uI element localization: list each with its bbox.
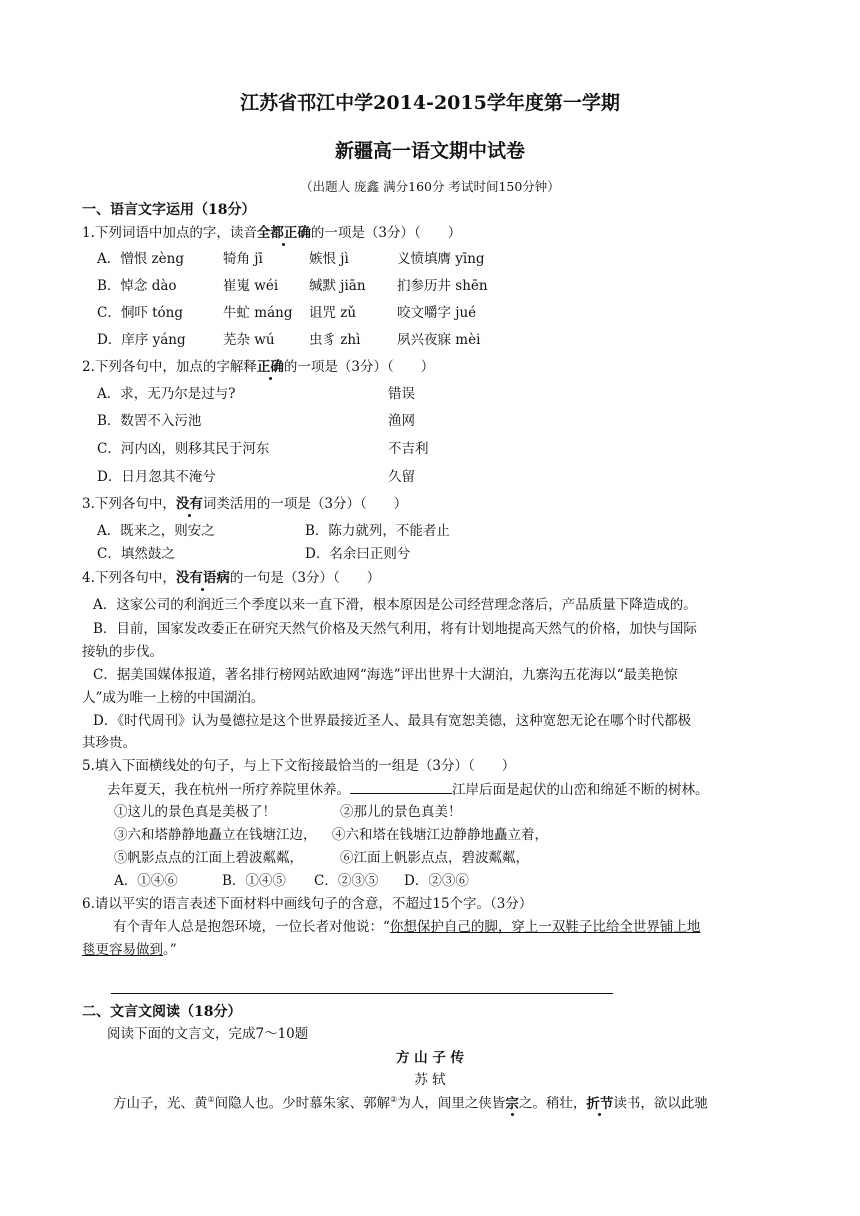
q4-option-d-line1: D．《时代周刊》认为曼德拉是这个世界最接近圣人、最具有宽恕美德，这种宽恕无论在哪个时代都极	[93, 713, 692, 729]
dotted-word-zong: 宗	[505, 1095, 519, 1112]
exam-title-line1: 江苏省邗江中学2014-2015学年度第一学期	[240, 92, 620, 114]
dotted-word-zhejie: 折节	[586, 1095, 614, 1112]
q1-option-a: A．憎恨 zèng	[97, 251, 184, 267]
q5-choice-c: C．②③⑤	[314, 873, 379, 889]
q5-blank	[350, 781, 452, 794]
q6-underlined-sentence: 你想保护自己的脚，穿上一双鞋子比给全世界铺上地	[389, 919, 701, 935]
q6-stem: 6.请以平实的语言表述下面材料中画线句子的含意，不超过15个字。（3分）	[82, 896, 533, 912]
q2-emphasis: 正确	[256, 359, 284, 375]
q1-option-c: C．恫吓 tóng	[97, 305, 184, 321]
q3-option-b: B．陈力就列，不能者止	[305, 523, 450, 539]
q5-sentence-2: ②那儿的景色真美！	[340, 804, 462, 820]
q1-option-b: B．悼念 dào	[97, 278, 177, 294]
q1-stem: 1.下列词语中加点的字，读音全都正确的一项是（3分）（ ）	[82, 225, 462, 241]
q2-option-b: B．数罟不入污池	[97, 413, 202, 429]
q1-option-c-word4: 咬文嚼字 jué	[397, 305, 477, 321]
footnote-marker-2[interactable]: ②	[390, 1095, 398, 1104]
q4-stem: 4.下列各句中，没有语病的一句是（3分）（ ）	[82, 570, 381, 586]
section2-heading: 二、文言文阅读（18分）	[82, 1004, 242, 1020]
q3-stem: 3.下列各句中，没有词类活用的一项是（3分）（ ）	[82, 496, 408, 512]
q6-material-line2: 毯更容易做到。”	[82, 942, 177, 958]
q2-stem: 2.下列各句中，加点的字解释正确的一项是（3分）（ ）	[82, 359, 435, 375]
footnote-marker-1[interactable]: ①	[207, 1095, 215, 1104]
q2-option-a-meaning: 错误	[388, 386, 415, 402]
q1-option-d-word2: 芜杂 wú	[223, 332, 275, 348]
q1-option-c-word3: 诅咒 zǔ	[309, 305, 357, 321]
passage-title: 方 山 子 传	[395, 1050, 465, 1066]
q3-option-d: D．名余曰正则兮	[305, 546, 411, 562]
exam-title-line2: 新疆高一语文期中试卷	[334, 140, 525, 162]
q2-option-d: D．日月忽其不淹兮	[97, 469, 216, 485]
q4-emphasis: 没有语病	[175, 570, 230, 586]
q4-option-c-line2: 人”成为唯一上榜的中国湖泊。	[82, 690, 265, 706]
q2-option-c: C．河内凶，则移其民于河东	[97, 441, 270, 457]
q3-emphasis: 没有	[175, 496, 203, 512]
q1-option-d-word3: 虫豸 zhì	[309, 332, 361, 348]
q5-choice-d: D．②③⑥	[404, 873, 469, 889]
q1-option-a-word3: 嫉恨 jì	[309, 251, 349, 267]
q4-option-a: A．这家公司的利润近三个季度以来一直下滑，根本原因是公司经营理念落后，产品质量下降造成的。	[93, 597, 697, 613]
q1-emphasis: 全都正确	[256, 225, 311, 241]
q4-option-c-line1: C．据美国媒体报道，著名排行榜网站欧迪网“海选”评出世界十大湖泊，九寨沟五花海以“最美艳惊	[93, 667, 678, 683]
q2-option-d-meaning: 久留	[388, 469, 415, 485]
q4-option-d-line2: 其珍贵。	[82, 735, 136, 751]
q3-option-c: C．填然鼓之	[97, 546, 175, 562]
q5-choice-a: A．①④⑥	[114, 873, 178, 889]
q6-answer-line[interactable]	[111, 993, 613, 994]
q5-sentence-4: ④六和塔在钱塘江边静静地矗立着，	[332, 827, 548, 843]
section2-instruction: 阅读下面的文言文，完成7～10题	[107, 1026, 309, 1042]
q5-stem: 5.填入下面横线处的句子，与上下文衔接最恰当的一组是（3分）（ ）	[82, 758, 516, 774]
q1-option-a-word4: 义愤填膺 yīng	[397, 251, 485, 267]
q2-option-c-meaning: 不吉利	[388, 441, 429, 457]
passage-line-1: 方山子，光、黄①间隐人也。少时慕朱家、郭解②为人，闾里之侠皆宗之。稍壮，折节读书，欲以此驰	[113, 1095, 708, 1112]
q4-option-b-line1: B．目前，国家发改委正在研究天然气价格及天然气利用，将有计划地提高天然气的价格，加快与国际	[93, 621, 697, 637]
q4-option-b-line2: 接轨的步伐。	[82, 644, 163, 660]
q5-sentence-3: ③六和塔静静地矗立在钱塘江边，	[114, 827, 317, 843]
q5-sentence-1: ①这儿的景色真是美极了！	[114, 804, 276, 820]
q6-material-line1: 有个青年人总是抱怨环境，一位长者对他说：“你想保护自己的脚，穿上一双鞋子比给全世界铺上地	[113, 919, 701, 935]
q6-underlined-sentence-end: 毯更容易做到	[82, 942, 163, 958]
q2-option-a: A．求，无乃尔是过与?	[97, 386, 236, 402]
q1-option-d: D．庠序 yáng	[97, 332, 186, 348]
passage-author: 苏 轼	[414, 1072, 446, 1088]
q5-context: 去年夏天，我在杭州一所疗养院里休养。 江岸后面是起伏的山峦和绵延不断的树林。	[107, 782, 709, 798]
q1-option-a-word2: 犄角 jī	[223, 251, 263, 267]
q1-option-b-word2: 崔嵬 wéi	[223, 278, 279, 294]
q5-sentence-5: ⑤帆影点点的江面上碧波粼粼，	[114, 850, 303, 866]
section1-heading: 一、语言文字运用（18分）	[82, 202, 256, 218]
q1-option-b-word3: 缄默 jiān	[309, 278, 366, 294]
q1-option-b-word4: 扪参历井 shēn	[397, 278, 488, 294]
q1-option-d-word4: 夙兴夜寐 mèi	[397, 332, 481, 348]
q5-sentence-6: ⑥江面上帆影点点，碧波粼粼，	[340, 850, 529, 866]
q1-option-c-word2: 牛虻 máng	[223, 305, 293, 321]
exam-meta: （出题人 庞鑫 满分160分 考试时间150分钟）	[300, 179, 560, 194]
q5-choice-b: B．①④⑤	[222, 873, 286, 889]
q2-option-b-meaning: 渔网	[388, 413, 415, 429]
q3-option-a: A．既来之，则安之	[97, 523, 215, 539]
